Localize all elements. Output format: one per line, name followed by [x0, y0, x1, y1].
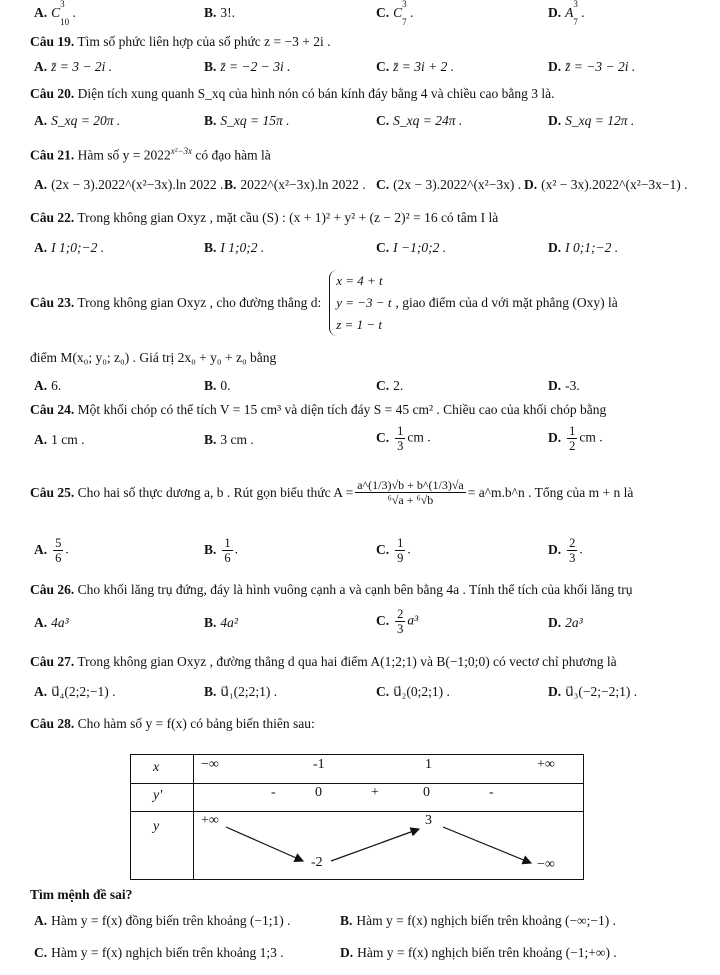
q19-option-a: A. z̄ = 3 − 2i .	[34, 59, 113, 74]
q28-option-a: A. Hàm y = f(x) đồng biến trên khoảng (−1;1) .	[34, 913, 291, 928]
q22-option-c: C. I −1;0;2 .	[376, 240, 447, 255]
arrow-increasing	[331, 829, 419, 861]
q24-option-b: B. 3 cm .	[204, 432, 254, 447]
x-value: 1	[425, 757, 432, 772]
q18-option-c: C. C 3 $_7$ .	[376, 0, 414, 27]
arrow-decreasing	[226, 827, 303, 861]
q19-option-b: B. z̄ = −2 − 3i .	[204, 59, 291, 74]
table-yprime-header: y'	[153, 788, 163, 803]
q28-option-d: D. Hàm y = f(x) nghịch biến trên khoảng (−1;+∞) .	[340, 945, 617, 960]
q28-stem: Câu 28. Cho hàm số y = f(x) có bảng biến thiên sau:	[30, 716, 315, 731]
q20-option-c: C. S_xq = 24π .	[376, 113, 463, 128]
q27-option-c: C. u⃗₂(0;2;1) .	[376, 684, 450, 699]
q18-option-a: A. C 3 $_{10}$ .	[34, 0, 76, 27]
q25-option-c: C. $\frac{1}{9}$ .	[376, 536, 411, 565]
q23-option-c: C. 2.	[376, 378, 404, 393]
yprime-sign: +	[371, 785, 379, 800]
q28-option-c: C. Hàm y = f(x) nghịch biến trên khoảng 1;3 .	[34, 945, 284, 960]
q23-option-d: D. -3.	[548, 378, 580, 393]
q21-option-a: A. (2x − 3).2022^(x²−3x).ln 2022 .	[34, 177, 224, 192]
q27-option-b: B. u⃗₁(2;2;1) .	[204, 684, 278, 699]
yprime-sign: -	[489, 785, 494, 800]
arrow-decreasing	[443, 827, 531, 863]
q19-option-d: D. z̄ = −3 − 2i .	[548, 59, 636, 74]
yprime-sign: 0	[423, 785, 430, 800]
q27-option-a: A. u⃗₄(2;2;−1) .	[34, 684, 116, 699]
y-value: +∞	[201, 813, 219, 828]
q24-option-a: A. 1 cm .	[34, 432, 85, 447]
q20-option-b: B. S_xq = 15π .	[204, 113, 290, 128]
q21-option-c: C. (2x − 3).2022^(x²−3x) .	[376, 177, 522, 192]
variation-table	[130, 754, 584, 880]
q24-stem: Câu 24. Một khối chóp có thể tích V = 15 cm³ và diện tích đáy S = 45 cm² . Chiều cao của khối chóp bằng	[30, 402, 607, 417]
q25-option-a: A. $\frac{5}{6}$ .	[34, 536, 69, 565]
q23-stem: Câu 23. Trong không gian Oxyz , cho đường thẳng d: x = 4 + t y = −3 − t z = 1 − t , giao điểm của d với mặt phẳng (Oxy) là	[30, 270, 618, 336]
q22-option-b: B. I 1;0;2 .	[204, 240, 265, 255]
q27-stem: Câu 27. Trong không gian Oxyz , đường thẳng d qua hai điểm A(1;2;1) và B(−1;0;0) có vectơ chỉ phương là	[30, 654, 617, 669]
q25-stem: Câu 25. Cho hai số thực dương a, b . Rút gọn biểu thức A = $\frac{a\^{}(1/3)√b + b\^{}(1/3)√a}{\text{⁶√a + ⁶√b}}$ = a^m.b^n . Tổng của m + n là	[30, 478, 634, 507]
table-y-header: y	[153, 819, 160, 834]
q23-option-b: B. 0.	[204, 378, 231, 393]
q27-option-d: D. u⃗₃(−2;−2;1) .	[548, 684, 638, 699]
q26-option-a: A. 4a³	[34, 615, 69, 630]
y-value: −∞	[537, 857, 555, 872]
q26-option-c: C. $\frac{2}{3}$ a³	[376, 607, 419, 636]
q25-option-d: D. $\frac{2}{3}$ .	[548, 536, 583, 565]
table-x-header: x	[153, 760, 160, 775]
q18-option-d: D. A 3 $_7$ .	[548, 0, 585, 27]
q26-stem: Câu 26. Cho khối lăng trụ đứng, đáy là hình vuông cạnh a và cạnh bên bằng 4a . Tính thể tích của khối lăng trụ	[30, 582, 633, 597]
q24-option-c: C. $\frac{1}{3}$ cm .	[376, 424, 431, 453]
x-value: +∞	[537, 757, 555, 772]
q20-option-a: A. S_xq = 20π .	[34, 113, 121, 128]
q21-stem: Câu 21. Hàm số $y = 2022^{x^2-3x}$ có đạo hàm là	[30, 146, 271, 163]
y-value: 3	[425, 813, 432, 828]
q25-expression: $\frac{a\^{}(1/3)√b + b\^{}(1/3)√a}{\text{⁶√a + ⁶√b}}$	[357, 478, 464, 507]
q19-stem: Câu 19. Tìm số phức liên hợp của số phức z = −3 + 2i .	[30, 34, 331, 49]
q22-stem: Câu 22. Trong không gian Oxyz , mặt cầu (S) : (x + 1)² + y² + (z − 2)² = 16 có tâm I là	[30, 210, 499, 225]
q20-stem: Câu 20. Diện tích xung quanh S_xq của hình nón có bán kính đáy bằng 4 và chiều cao bằng 3 là.	[30, 86, 555, 101]
q26-option-d: D. 2a³	[548, 615, 583, 630]
yprime-sign: -	[271, 785, 276, 800]
q28-question: Tìm mệnh đề sai?	[30, 887, 133, 902]
q23-line-system: x = 4 + t y = −3 − t z = 1 − t	[329, 270, 391, 336]
q28-option-b: B. Hàm y = f(x) nghịch biến trên khoảng (−∞;−1) .	[340, 913, 617, 928]
q25-option-b: B. $\frac{1}{6}$ .	[204, 536, 239, 565]
x-value: −∞	[201, 757, 219, 772]
q24-option-d: D. $\frac{1}{2}$ cm .	[548, 424, 603, 453]
q20-option-d: D. S_xq = 12π .	[548, 113, 635, 128]
x-value: -1	[313, 757, 325, 772]
q26-option-b: B. 4a²	[204, 615, 238, 630]
q22-option-a: A. I 1;0;−2 .	[34, 240, 105, 255]
q18-option-b: B. 3!.	[204, 5, 236, 20]
variation-arrows	[131, 755, 583, 879]
q23-option-a: A. 6.	[34, 378, 62, 393]
y-value: -2	[311, 855, 323, 870]
q22-option-d: D. I 0;1;−2 .	[548, 240, 619, 255]
yprime-sign: 0	[315, 785, 322, 800]
q23-stem-continued: điểm M(x₀; y₀; z₀) . Giá trị 2x₀ + y₀ + z₀ bằng	[30, 350, 277, 365]
q19-option-c: C. z̄ = 3i + 2 .	[376, 59, 455, 74]
q21-option-d: D. (x² − 3x).2022^(x²−3x−1) .	[524, 177, 688, 192]
q21-option-b: B. 2022^(x²−3x).ln 2022 .	[224, 177, 366, 192]
